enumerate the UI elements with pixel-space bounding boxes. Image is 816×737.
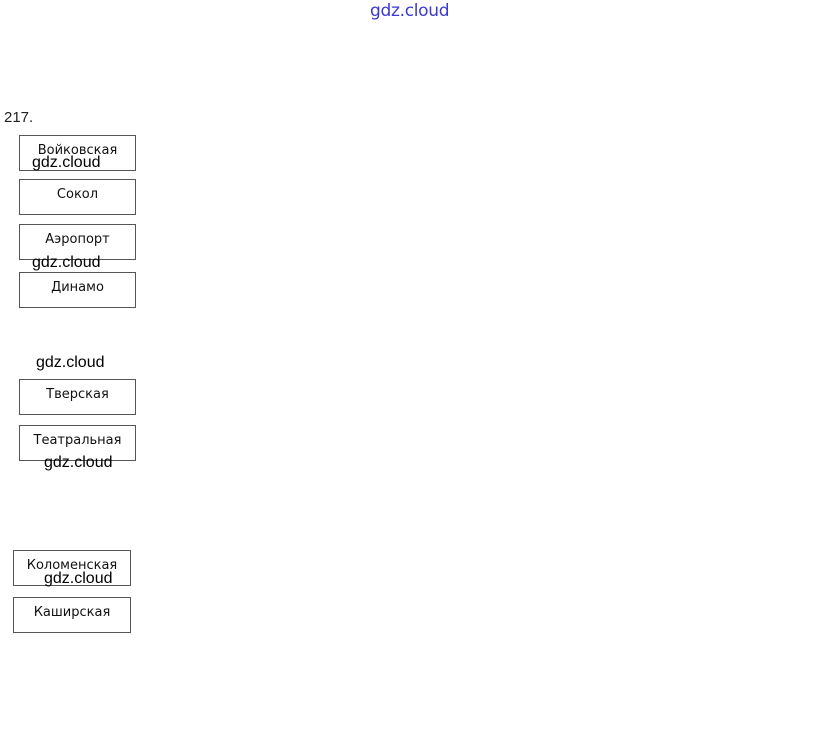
watermark-text: gdz.cloud — [32, 154, 101, 171]
watermark-text: gdz.cloud — [36, 354, 105, 371]
header-watermark: gdz.cloud — [370, 1, 450, 21]
station-box-tverskaya: Тверская — [19, 379, 136, 415]
watermark-text: gdz.cloud — [44, 570, 113, 587]
station-box-sokol: Сокол — [19, 179, 136, 215]
watermark-text: gdz.cloud — [44, 454, 113, 471]
station-box-aeroport: Аэропорт — [19, 224, 136, 260]
watermark-text: gdz.cloud — [32, 254, 101, 271]
task-number: 217. — [4, 109, 34, 126]
station-box-kashirskaya: Каширская — [13, 597, 131, 633]
station-box-voykovskaya: Войковская — [19, 135, 136, 171]
station-box-kolomenskaya: Коломенская — [13, 550, 131, 586]
station-box-teatralnaya: Театральная — [19, 425, 136, 461]
station-box-dinamo: Динамо — [19, 272, 136, 308]
